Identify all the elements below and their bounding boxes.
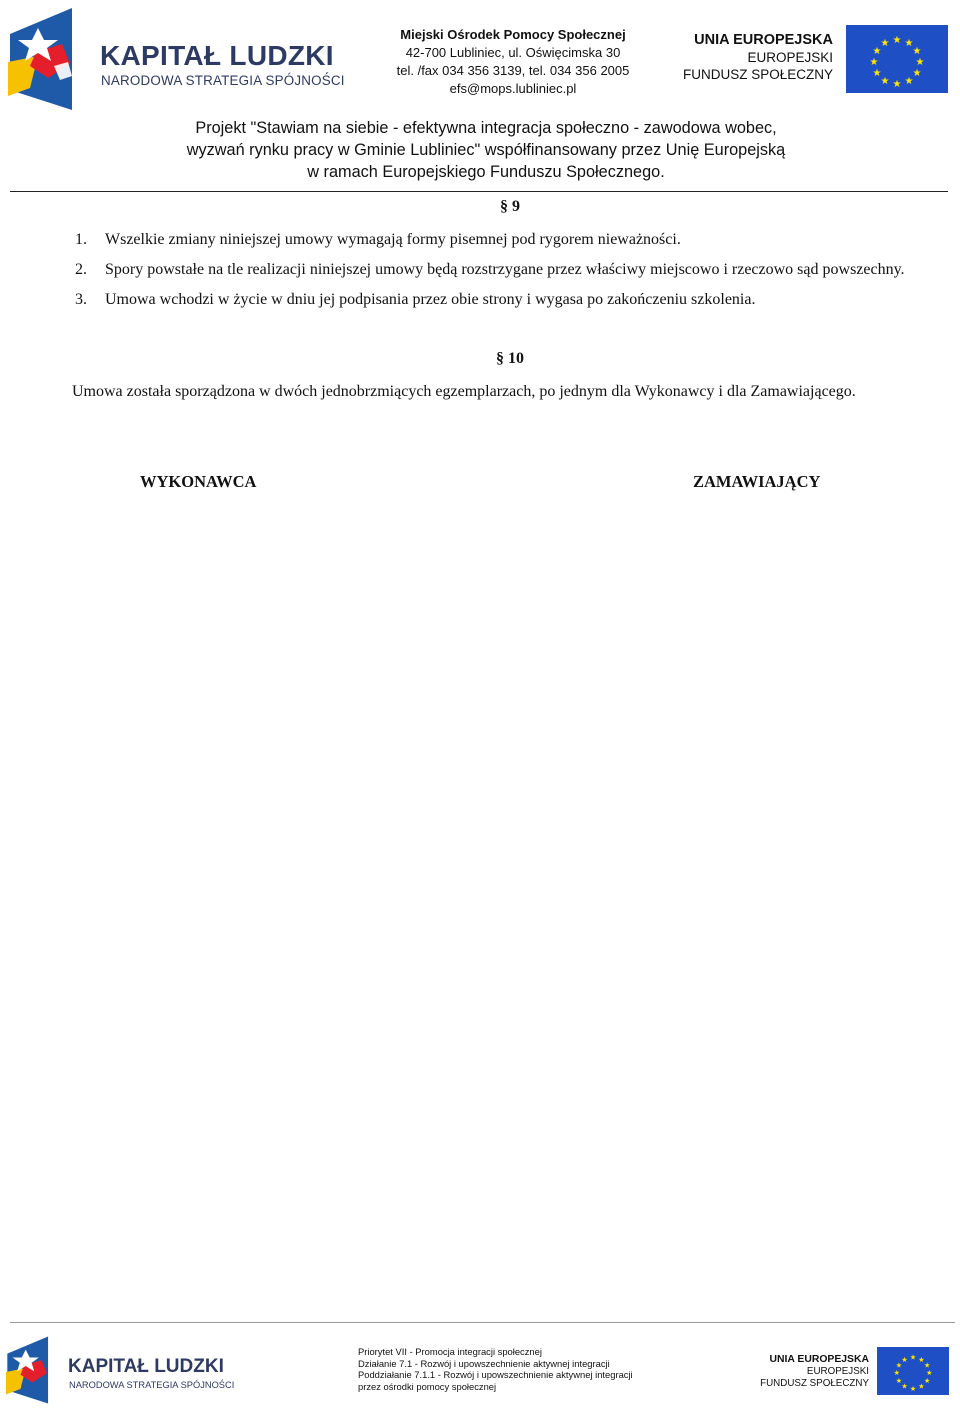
point-number: 1. — [75, 231, 87, 248]
footer-programme — [358, 1346, 633, 1392]
svg-text:★: ★ — [923, 1376, 931, 1385]
svg-text:★: ★ — [872, 68, 882, 79]
kapital-ludzki-logo-icon — [6, 1334, 52, 1406]
eu-text-block — [683, 32, 833, 83]
section-10-text: Umowa została sporządzona w dwóch jednobrzmiących egzemplarzach, po jednym dla Wykonawcy i dla Zamawiającego. — [72, 383, 856, 400]
point-text: Spory powstałe na tle realizacji niniejszej umowy będą rozstrzygane przez właściwy miejscowo i rzeczowo sąd powszechny. — [105, 261, 905, 278]
signature-client: ZAMAWIAJĄCY — [693, 472, 821, 491]
list-item — [72, 225, 928, 255]
svg-text:★: ★ — [904, 38, 914, 49]
point-number: 3. — [75, 291, 87, 308]
svg-text:★: ★ — [872, 46, 882, 57]
programme-line: przez ośrodki pomocy społecznej — [358, 1380, 497, 1392]
svg-text:★: ★ — [892, 35, 902, 46]
organization-address: 42-700 Lubliniec, ul. Oświęcimska 30 — [405, 45, 621, 60]
footer-divider — [10, 1322, 955, 1323]
eu-flag-icon — [846, 25, 948, 93]
organization-email: efs@mops.lubliniec.pl — [449, 81, 577, 96]
eu-line3: FUNDUSZ SPOŁECZNY — [682, 67, 833, 82]
svg-text:★: ★ — [918, 1354, 925, 1364]
svg-text:★: ★ — [901, 1354, 908, 1364]
list-item — [72, 285, 928, 315]
footer-eu-text — [760, 1354, 869, 1390]
svg-text:★: ★ — [912, 68, 922, 79]
project-line: w ramach Europejskiego Funduszu Społecznego. — [307, 163, 665, 181]
eu-line2: EUROPEJSKI — [747, 50, 833, 65]
svg-text:★: ★ — [918, 1381, 925, 1391]
svg-text:★: ★ — [893, 1368, 900, 1378]
svg-text:★: ★ — [895, 1376, 903, 1385]
organization-name: Miejski Ośrodek Pomocy Społecznej — [400, 27, 626, 42]
svg-text:★: ★ — [880, 38, 890, 49]
project-description — [0, 117, 960, 183]
section-9-heading: § 9 — [500, 198, 520, 215]
kapital-ludzki-title: KAPITAŁ LUDZKI — [100, 40, 334, 71]
letterhead — [0, 0, 960, 195]
kapital-ludzki-logo-icon — [8, 6, 78, 112]
svg-text:★: ★ — [915, 57, 925, 68]
svg-text:★: ★ — [926, 1368, 933, 1378]
point-text: Umowa wchodzi w życie w dniu jej podpisania przez obie strony i wygasa po zakończeniu szkolenia. — [105, 291, 756, 308]
svg-text:★: ★ — [901, 1381, 908, 1391]
eu-line1: UNIA EUROPEJSKA — [694, 32, 833, 48]
eu-flag-icon — [877, 1347, 949, 1395]
signature-contractor: WYKONAWCA — [140, 472, 257, 491]
svg-text:★: ★ — [895, 1360, 903, 1370]
section-10-heading: § 10 — [496, 350, 524, 367]
kapital-ludzki-subtitle: NARODOWA STRATEGIA SPÓJNOŚCI — [101, 73, 345, 88]
header-divider — [10, 191, 948, 192]
svg-text:★: ★ — [904, 76, 914, 87]
svg-text:★: ★ — [869, 57, 879, 68]
footer-logo-subtitle: NARODOWA STRATEGIA SPÓJNOŚCI — [69, 1380, 235, 1390]
programme-line: Poddziałanie 7.1.1 - Rozwój i upowszechnienie aktywnej integracji — [358, 1369, 633, 1380]
eu-line2: EUROPEJSKI — [806, 1366, 869, 1377]
footer-logo-title: KAPITAŁ LUDZKI — [68, 1356, 224, 1377]
eu-line1: UNIA EUROPEJSKA — [769, 1354, 869, 1365]
svg-text:★: ★ — [923, 1360, 931, 1370]
organization-block — [368, 26, 658, 98]
project-line: wyzwań rynku pracy w Gminie Lubliniec" współfinansowany przez Unię Europejską — [186, 141, 786, 159]
svg-text:★: ★ — [909, 1383, 917, 1393]
project-line: Projekt "Stawiam na siebie - efektywna integracja społeczno - zawodowa wobec, — [195, 119, 777, 137]
programme-line: Działanie 7.1 - Rozwój i upowszechnienie aktywnej integracji — [358, 1357, 610, 1369]
programme-line: Priorytet VII - Promocja integracji społecznej — [358, 1346, 542, 1357]
point-number: 2. — [75, 261, 87, 278]
eu-line3: FUNDUSZ SPOŁECZNY — [760, 1378, 869, 1389]
svg-text:★: ★ — [909, 1352, 917, 1362]
section-9-points — [72, 225, 928, 315]
organization-phone: tel. /fax 034 356 3139, tel. 034 356 2005 — [396, 63, 630, 78]
svg-text:★: ★ — [880, 76, 890, 87]
svg-text:★: ★ — [912, 46, 922, 57]
section-9-body — [72, 225, 928, 315]
svg-text:★: ★ — [892, 79, 902, 90]
point-text: Wszelkie zmiany niniejszej umowy wymagają formy pisemnej pod rygorem nieważności. — [105, 231, 681, 248]
list-item — [72, 255, 928, 285]
